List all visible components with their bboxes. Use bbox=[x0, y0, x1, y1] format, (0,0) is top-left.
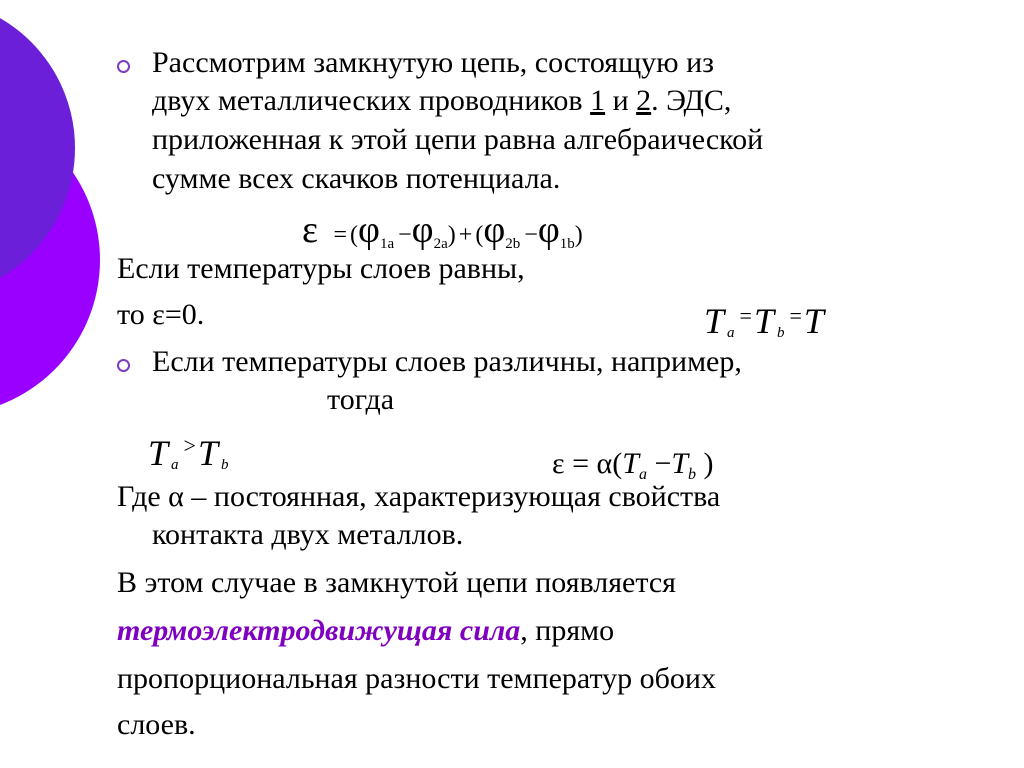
temps-equal-line: Если температуры слоев равны, bbox=[117, 252, 525, 285]
temp-symbol: T bbox=[803, 301, 824, 341]
term-highlight: термоэлектродвижущая сила bbox=[117, 614, 521, 647]
minus-sign: − bbox=[398, 222, 412, 248]
emf-zero-line: то ε=0. bbox=[117, 298, 205, 331]
temp-symbol: T bbox=[671, 447, 689, 480]
subscript: a bbox=[727, 325, 735, 341]
subscript: 1a bbox=[379, 236, 395, 252]
subscript: a bbox=[171, 457, 179, 473]
paren: ) bbox=[696, 447, 714, 480]
text-segment: , прямо bbox=[520, 614, 615, 647]
greater-sign: > bbox=[183, 433, 196, 458]
paren: ) bbox=[447, 222, 456, 248]
phi-symbol: φ bbox=[483, 209, 506, 251]
subscript: 2b bbox=[505, 236, 521, 252]
temp-symbol: T bbox=[753, 301, 774, 341]
subscript: 1b bbox=[559, 236, 575, 252]
epsilon-symbol: ε bbox=[552, 447, 565, 480]
temp-symbol: T bbox=[148, 433, 169, 473]
formula-emf-alpha bbox=[552, 447, 714, 484]
para2-line1: Если температуры слоев различны, например, bbox=[152, 345, 742, 378]
paren: ( bbox=[350, 222, 359, 248]
conclusion-line4: слоев. bbox=[117, 708, 196, 741]
paren: ) bbox=[574, 222, 583, 248]
paren: ( bbox=[475, 222, 484, 248]
equals-sign: = bbox=[564, 447, 597, 480]
subscript: 2a bbox=[433, 236, 448, 252]
minus-sign: − bbox=[646, 447, 672, 480]
subscript: a bbox=[638, 466, 647, 483]
plus-sign: + bbox=[458, 222, 473, 248]
conclusion-line3: пропорциональная разности температур обоих bbox=[117, 662, 716, 695]
conclusion-line1: В этом случае в замкнутой цепи появляется bbox=[117, 566, 676, 599]
formula-temps-greater bbox=[148, 432, 231, 474]
conclusion-line2 bbox=[117, 614, 614, 648]
equals-sign: = bbox=[333, 222, 348, 248]
alpha-symbol: α bbox=[596, 447, 613, 480]
phi-symbol: φ bbox=[358, 209, 380, 251]
formula-emf-sum bbox=[302, 208, 583, 253]
phi-symbol: φ bbox=[537, 209, 560, 251]
equals-sign: = bbox=[739, 303, 752, 328]
text-segment: . ЭДС, bbox=[651, 84, 732, 117]
para1-line2 bbox=[152, 84, 731, 118]
subscript: b bbox=[776, 325, 785, 341]
paren: ( bbox=[612, 447, 623, 480]
phi-symbol: φ bbox=[411, 209, 434, 251]
where-line2: контакта двух металлов. bbox=[152, 518, 464, 551]
bullet-icon bbox=[117, 60, 130, 73]
temp-symbol: T bbox=[622, 447, 639, 480]
para1-line4: сумме всех скачков потенциала. bbox=[152, 162, 561, 195]
para1-line3: приложенная к этой цепи равна алгебраической bbox=[152, 123, 764, 156]
equals-sign: = bbox=[789, 303, 802, 328]
text-segment: двух металлических проводников bbox=[152, 84, 591, 117]
subscript: b bbox=[688, 466, 697, 483]
subscript: b bbox=[220, 457, 229, 473]
epsilon-symbol: ε bbox=[302, 209, 318, 251]
temp-symbol: T bbox=[197, 433, 218, 473]
minus-sign: − bbox=[524, 222, 538, 248]
text-segment: и bbox=[605, 84, 637, 117]
bullet-icon bbox=[117, 359, 130, 372]
temp-symbol: T bbox=[704, 301, 725, 341]
where-line1: Где α – постоянная, характеризующая свойства bbox=[117, 480, 721, 513]
formula-temps-equal bbox=[704, 300, 824, 342]
para1-line1: Рассмотрим замкнутую цепь, состоящую из bbox=[152, 46, 714, 79]
conductor-1-label: 1 bbox=[590, 84, 606, 117]
para2-line2: тогда bbox=[327, 383, 395, 416]
conductor-2-label: 2 bbox=[636, 84, 652, 117]
